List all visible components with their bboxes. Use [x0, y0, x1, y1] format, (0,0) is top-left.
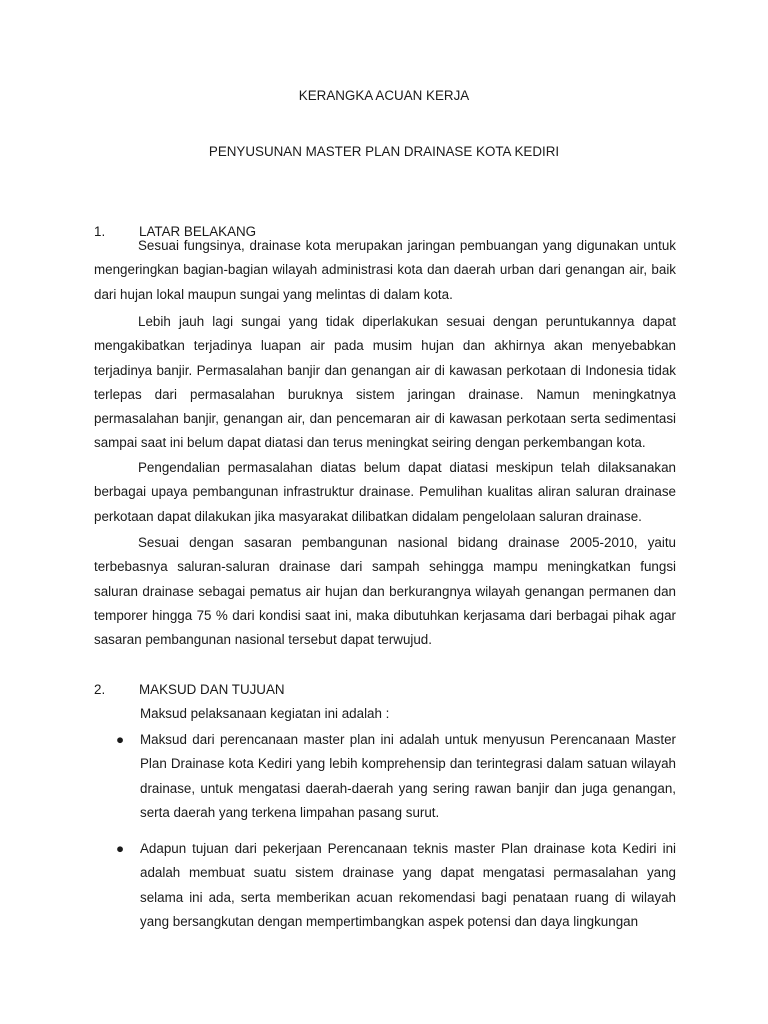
bullet-icon: ● — [116, 732, 125, 747]
list-item-text: Maksud dari perencanaan master plan ini adalah untuk menyusun Perencanaan Master Plan Drainase kota Kediri yang lebih komprehensip dan terintegrasi dalam satuan wilayah drainase, untuk mengatasi daerah-daerah yang sering rawan banjir dan juga genangan, serta daerah yang terkena limpahan pasang surut. — [140, 732, 676, 820]
document-title: KERANGKA ACUAN KERJA — [298, 88, 470, 103]
bullet-list — [116, 728, 676, 946]
list-item — [116, 837, 676, 934]
section-title: LATAR BELAKANG — [139, 224, 257, 239]
document-subtitle: PENYUSUNAN MASTER PLAN DRAINASE KOTA KEDIRI — [208, 144, 560, 159]
bullet-icon: ● — [116, 841, 125, 857]
section-heading-maksud-dan-tujuan — [94, 682, 285, 697]
section-title: MAKSUD DAN TUJUAN — [139, 682, 285, 697]
paragraph: Sesuai dengan sasaran pembangunan nasional bidang drainase 2005-2010, yaitu terbebasnya saluran-saluran drainase dari sampah sehingga mampu meningkatkan fungsi saluran drainase sebagai pematus air hujan dan berkurangnya wilayah genangan permanen dan temporer hingga 75 % dari kondisi saat ini, maka dibutuhkan kerjasama dari berbagai pihak agar sasaran pembangunan nasional tersebut dapat terwujud. — [94, 535, 676, 648]
section-intro: Maksud pelaksanaan kegiatan ini adalah : — [140, 706, 390, 721]
paragraph: Sesuai fungsinya, drainase kota merupakan jaringan pembuangan yang digunakan untuk mengeringkan bagian-bagian wilayah administrasi kota dan daerah urban dari genangan air, baik dari hujan lokal maupun sungai yang melintas di dalam kota. — [94, 238, 676, 302]
list-item — [116, 728, 676, 825]
section-number: 2. — [94, 682, 106, 697]
list-item-text: Adapun tujuan dari pekerjaan Perencanaan teknis master Plan drainase kota Kediri ini adalah membuat suatu sistem drainase yang dapat mengatasi permasalahan yang selama ini ada, serta memberikan acuan rekomendasi bagi penataan ruang di wilayah yang bersangkutan dengan mempertimbangkan aspek potensi dan daya lingkungan — [140, 841, 676, 930]
paragraph: Pengendalian permasalahan diatas belum dapat diatasi meskipun telah dilaksanakan berbagai upaya pembangunan infrastruktur drainase. Pemulihan kualitas aliran saluran drainase perkotaan dapat dilakukan jika masyarakat dilibatkan didalam pengelolaan saluran drainase. — [94, 460, 676, 524]
paragraph: Lebih jauh lagi sungai yang tidak diperlakukan sesuai dengan peruntukannya dapat mengakibatkan terjadinya luapan air pada musim hujan dan akhirnya akan menyebabkan terjadinya banjir. Permasalahan banjir dan genangan air di kawasan perkotaan di Indonesia tidak terlepas dari permasalahan buruknya sistem jaringan drainase. Namun meningkatnya permasalahan banjir, genangan air, dan pencemaran air di kawasan perkotaan serta sedimentasi sampai saat ini belum dapat diatasi dan terus meningkat seiring dengan perkembangan kota. — [94, 314, 676, 451]
section-number: 1. — [94, 224, 106, 239]
